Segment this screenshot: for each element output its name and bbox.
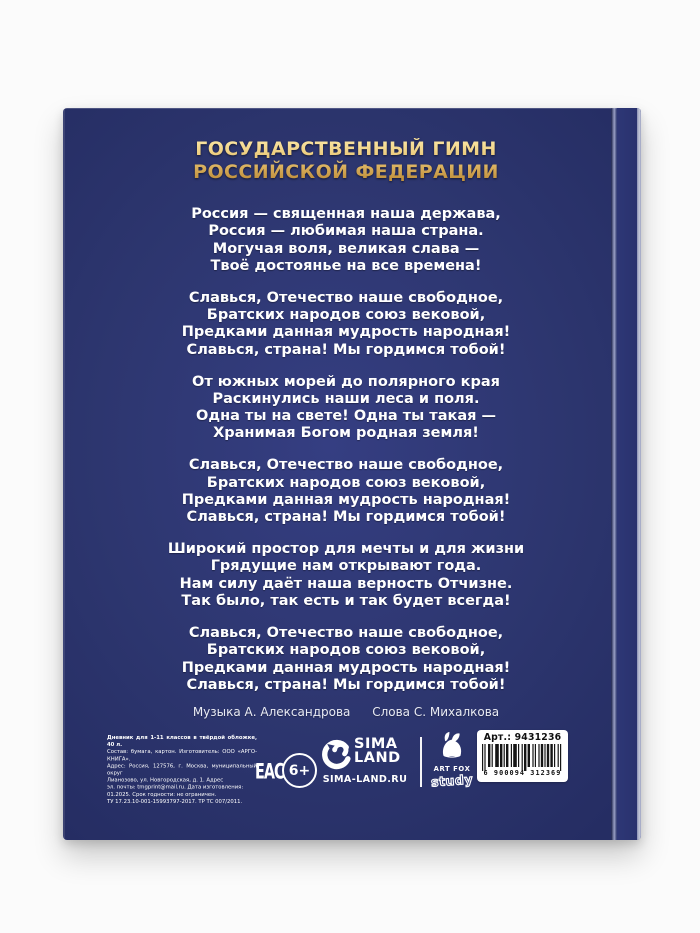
anthem-line: От южных морей до полярного края bbox=[192, 373, 500, 390]
info-line: Адрес: Россия, 127576, г. Москва, муниципальный округ bbox=[107, 762, 257, 777]
anthem-title bbox=[79, 138, 613, 183]
book-back-cover bbox=[63, 108, 641, 840]
sima-land-logo bbox=[319, 737, 419, 785]
art-fox-name: ART FOX bbox=[433, 765, 471, 773]
anthem-text bbox=[79, 206, 613, 709]
sima-word-2: LAND bbox=[354, 749, 401, 766]
anthem-line: Предками данная мудрость народная! bbox=[181, 324, 511, 341]
barcode-number: 6 900094 312369 bbox=[483, 769, 562, 777]
anthem-line: Славься, Отечество наше свободное, bbox=[188, 289, 504, 306]
anthem-line: Предками данная мудрость народная! bbox=[181, 659, 511, 676]
anthem-line: Одна ты на свете! Одна ты такая — bbox=[196, 408, 496, 425]
art-fox-logo bbox=[431, 731, 473, 788]
anthem-line: Славься, страна! Мы гордимся тобой! bbox=[186, 341, 506, 358]
info-line: эл. почты: tmgprint@mail.ru. Дата изготовления: bbox=[107, 784, 244, 791]
manufacturer-info bbox=[107, 734, 257, 805]
music-credit: Музыка А. Александрова bbox=[192, 705, 351, 719]
anthem-line: Славься, страна! Мы гордимся тобой! bbox=[186, 676, 506, 693]
spine-strip bbox=[617, 108, 637, 840]
footer-divider bbox=[420, 737, 422, 787]
info-line: 01.2025. Срок годности: не ограничен. bbox=[107, 791, 217, 798]
anthem-line: Нам силу даёт наша верность Отчизне. bbox=[179, 575, 513, 592]
sima-word-1: SIMA bbox=[354, 736, 398, 752]
stanza-1 bbox=[79, 206, 613, 275]
art-fox-study-label: study bbox=[430, 771, 474, 790]
anthem-line: Раскинулись наши леса и поля. bbox=[212, 390, 480, 407]
anthem-line: Хранимая Богом родная земля! bbox=[213, 425, 479, 442]
stanza-4-chorus bbox=[79, 457, 613, 526]
anthem-line: Россия — священная наша держава, bbox=[191, 206, 501, 222]
credits-line bbox=[79, 705, 613, 719]
age-rating-label: 6+ bbox=[288, 762, 311, 779]
stanza-5 bbox=[79, 541, 613, 610]
anthem-title-line2: РОССИЙСКОЙ ФЕДЕРАЦИИ bbox=[193, 160, 499, 183]
article-number: Арт.: 9431236 bbox=[483, 732, 562, 743]
anthem-line: Могучая воля, великая слава — bbox=[212, 240, 480, 257]
anthem-line: Предками данная мудрость народная! bbox=[181, 491, 511, 508]
page-edge bbox=[637, 108, 641, 840]
anthem-line: Так было, так есть и так будет всегда! bbox=[181, 593, 511, 610]
anthem-line: Славься, Отечество наше свободное, bbox=[188, 457, 504, 474]
anthem-line: Братских народов союз вековой, bbox=[206, 307, 486, 324]
anthem-line: Славься, Отечество наше свободное, bbox=[188, 624, 504, 641]
anthem-line: Твоё достоянье на все времена! bbox=[210, 257, 482, 274]
anthem-line: Широкий простор для мечты и для жизни bbox=[167, 541, 525, 558]
info-line: Дневник для 1-11 классов в твёрдой обложке, 40 л. bbox=[107, 734, 257, 748]
info-line: ТУ 17.23.10-001-15993797-2017. ТР ТС 007/2011. bbox=[107, 798, 243, 805]
anthem-line: Россия — любимая наша страна. bbox=[208, 223, 484, 240]
anthem-line: Братских народов союз вековой, bbox=[206, 642, 486, 659]
stanza-2-chorus bbox=[79, 290, 613, 359]
sima-land-url: SIMA-LAND.RU bbox=[322, 774, 408, 785]
anthem-line: Братских народов союз вековой, bbox=[206, 474, 486, 491]
anthem-line: Славься, страна! Мы гордимся тобой! bbox=[186, 509, 506, 526]
stanza-3 bbox=[79, 374, 613, 443]
sima-land-swirl-icon bbox=[319, 739, 352, 772]
age-rating-badge bbox=[282, 753, 317, 788]
barcode-icon bbox=[481, 744, 564, 771]
info-line: Лианозово, ул. Новгородская, д. 1. Адрес bbox=[107, 777, 224, 784]
lyrics-credit: Слова С. Михалкова bbox=[372, 705, 500, 719]
anthem-title-line1: ГОСУДАРСТВЕННЫЙ ГИМН bbox=[195, 138, 497, 160]
stanza-6-chorus bbox=[79, 625, 613, 694]
fox-icon bbox=[435, 731, 469, 760]
barcode-panel bbox=[477, 730, 568, 782]
info-line: Состав: бумага, картон. Изготовитель: ООО «АРГО-КНИГА». bbox=[107, 748, 257, 762]
anthem-line: Грядущие нам открывают года. bbox=[210, 558, 482, 575]
eac-conformity-icon: ЕАС bbox=[255, 758, 284, 784]
